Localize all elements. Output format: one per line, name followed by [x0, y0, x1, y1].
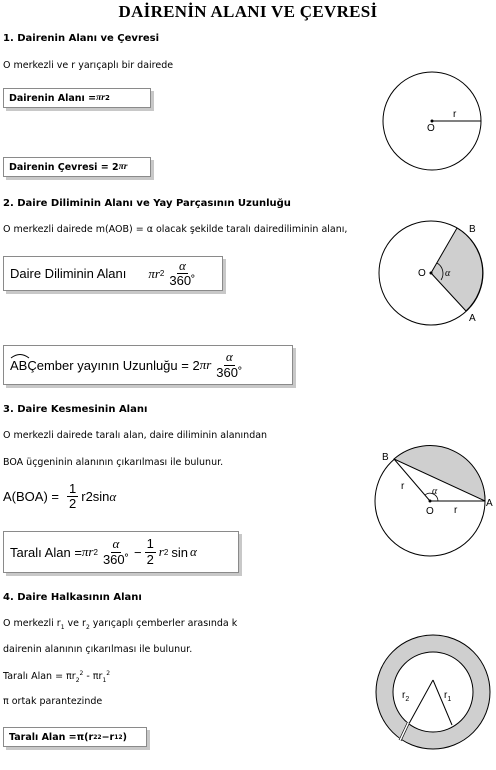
segment-area-formula-box [3, 531, 239, 573]
section-3-line-1: O merkezli dairede taralı alan, daire diliminin alanından [3, 430, 268, 441]
section-4-line-1-a: O merkezli r [3, 618, 61, 629]
section-4-area-a: Taralı Alan = πr [3, 671, 76, 683]
segment-fraction-numerator: α [112, 536, 120, 552]
section-4-line-2: dairenin alanının çıkarılması ile bulunur. [3, 644, 193, 655]
section-1-intro: O merkezli ve r yarıçaplı bir dairede [3, 60, 174, 71]
annulus-box-sub-1: 1 [114, 733, 119, 741]
segment-half-fraction [145, 537, 156, 567]
section-2-heading: 2. Daire Diliminin Alanı ve Yay Parçasının Uzunluğu [3, 198, 291, 209]
section-4-area-sub-1: 1 [102, 677, 107, 685]
area-exponent: 2 [104, 94, 110, 102]
arc-length-label: Çember yayının Uzunluğu = 2 [27, 357, 200, 373]
section-4-line-1-sub-1: 1 [60, 623, 65, 631]
area-label: Dairenin Alanı = [9, 92, 97, 104]
section-4-pi-line: π ortak parantezinde [3, 696, 103, 707]
segment-area-label: Taralı Alan = [10, 544, 82, 560]
section-4-area-sub-2: 2 [75, 677, 80, 685]
sector-point-a-label: A [469, 313, 476, 324]
boa-half-fraction [67, 482, 78, 512]
section-4-line-1-sub-2: 2 [85, 623, 90, 631]
arc-ab [10, 358, 27, 373]
segment-radius-oa-label: r [454, 505, 458, 516]
circle-figure [375, 70, 490, 175]
section-4-area-sup-2: 2 [79, 670, 84, 677]
annulus-box-b: −r [101, 731, 115, 743]
section-4-heading: 4. Daire Halkasının Alanı [3, 592, 142, 603]
segment-r-exponent: 2 [163, 547, 169, 557]
section-4-line-1 [3, 618, 237, 631]
sector-figure [372, 218, 492, 330]
sector-pi-r: πr [148, 265, 160, 281]
arc-fraction-denominator: 360˚ [216, 364, 243, 380]
inner-radius-label: $r_1$ [444, 690, 452, 703]
boa-area-formula [3, 482, 116, 512]
sector-area-formula-box [3, 256, 223, 291]
segment-center-point [429, 500, 432, 503]
boa-half-denominator: 2 [69, 496, 77, 512]
segment-radius-ob-label: r [401, 481, 405, 492]
segment-minus: − [133, 544, 142, 560]
section-3-line-2: BOA üçgeninin alanının çıkarılması ile bulunur. [3, 457, 224, 468]
segment-half-numerator: 1 [146, 536, 154, 552]
arc-ab-label: AB [10, 357, 28, 373]
annulus-box-sub-2: 2 [93, 733, 98, 741]
arc-pi-r: πr [199, 357, 212, 372]
annulus-area-formula-box [3, 727, 147, 747]
section-4-area-sup-1: 2 [106, 670, 111, 677]
annulus-box-c: ) [122, 731, 127, 743]
segment-point-b-label: B [382, 452, 389, 463]
section-4-line-1-c: yarıçaplı çemberler arasında k [89, 618, 238, 629]
page-title: DAİRENİN ALANI VE ÇEVRESİ [118, 2, 378, 21]
segment-r: r [158, 544, 164, 559]
annulus-figure [374, 622, 494, 762]
circle-circumference-formula-box [3, 157, 151, 177]
arc-mark-icon [10, 353, 30, 359]
arc-fraction [214, 350, 244, 380]
segment-sin: sin [171, 544, 188, 560]
radius-label: r [453, 109, 457, 120]
sector-center-point [430, 272, 433, 275]
arc-fraction-numerator: α [225, 349, 233, 365]
segment-center-label: O [426, 506, 434, 517]
boa-half-numerator: 1 [69, 481, 77, 496]
area-formula: πr [96, 93, 105, 103]
sector-exponent: 2 [159, 269, 165, 278]
section-1-heading: 1. Dairenin Alanı ve Çevresi [3, 33, 160, 44]
annulus-box-a: Taralı Alan =π(r [9, 731, 94, 743]
section-4-line-1-b: ve r [64, 618, 86, 629]
annulus-box-sup-2: 2 [97, 733, 102, 741]
sector-point-b-label: B [469, 224, 476, 235]
boa-alpha: α [109, 488, 117, 504]
section-4-area-line [3, 670, 110, 684]
outer-radius-label: $r_2$ [402, 690, 410, 703]
circumference-formula: πr [118, 162, 128, 172]
sector-fraction-numerator: α [178, 257, 186, 273]
sector-center-label: O [418, 268, 426, 279]
circle-area-formula-box [3, 88, 151, 108]
section-2-intro: O merkezli dairede m(AOB) = α olacak şekilde taralı dairediliminin alanı, [3, 224, 348, 235]
segment-alpha-label: α [432, 486, 438, 497]
segment-figure [372, 442, 496, 558]
segment-point-a-label: A [486, 498, 493, 509]
segment-half-denominator: 2 [146, 551, 154, 567]
segment-alpha: α [189, 544, 197, 559]
center-label: O [427, 123, 435, 134]
circumference-label: Dairenin Çevresi = 2 [9, 161, 119, 173]
segment-fraction-denominator: 360˚ [102, 551, 129, 567]
sector-fraction [167, 259, 197, 289]
arc-length-formula-box [3, 345, 293, 385]
section-4-area-b: - πr [83, 671, 103, 683]
sector-fraction-denominator: 360˚ [169, 273, 196, 288]
section-3-heading: 3. Daire Kesmesinin Alanı [3, 404, 148, 415]
segment-exponent: 2 [93, 547, 98, 557]
sector-alpha-label: α [445, 268, 451, 279]
segment-pi-r: πr [81, 544, 94, 559]
boa-rest: r2sin [81, 489, 110, 505]
annulus-box-sup-1: 2 [118, 733, 123, 741]
sector-area-label: Daire Diliminin Alanı [10, 266, 127, 281]
boa-label: A(BOA) = [3, 489, 59, 505]
segment-fraction [101, 537, 131, 567]
